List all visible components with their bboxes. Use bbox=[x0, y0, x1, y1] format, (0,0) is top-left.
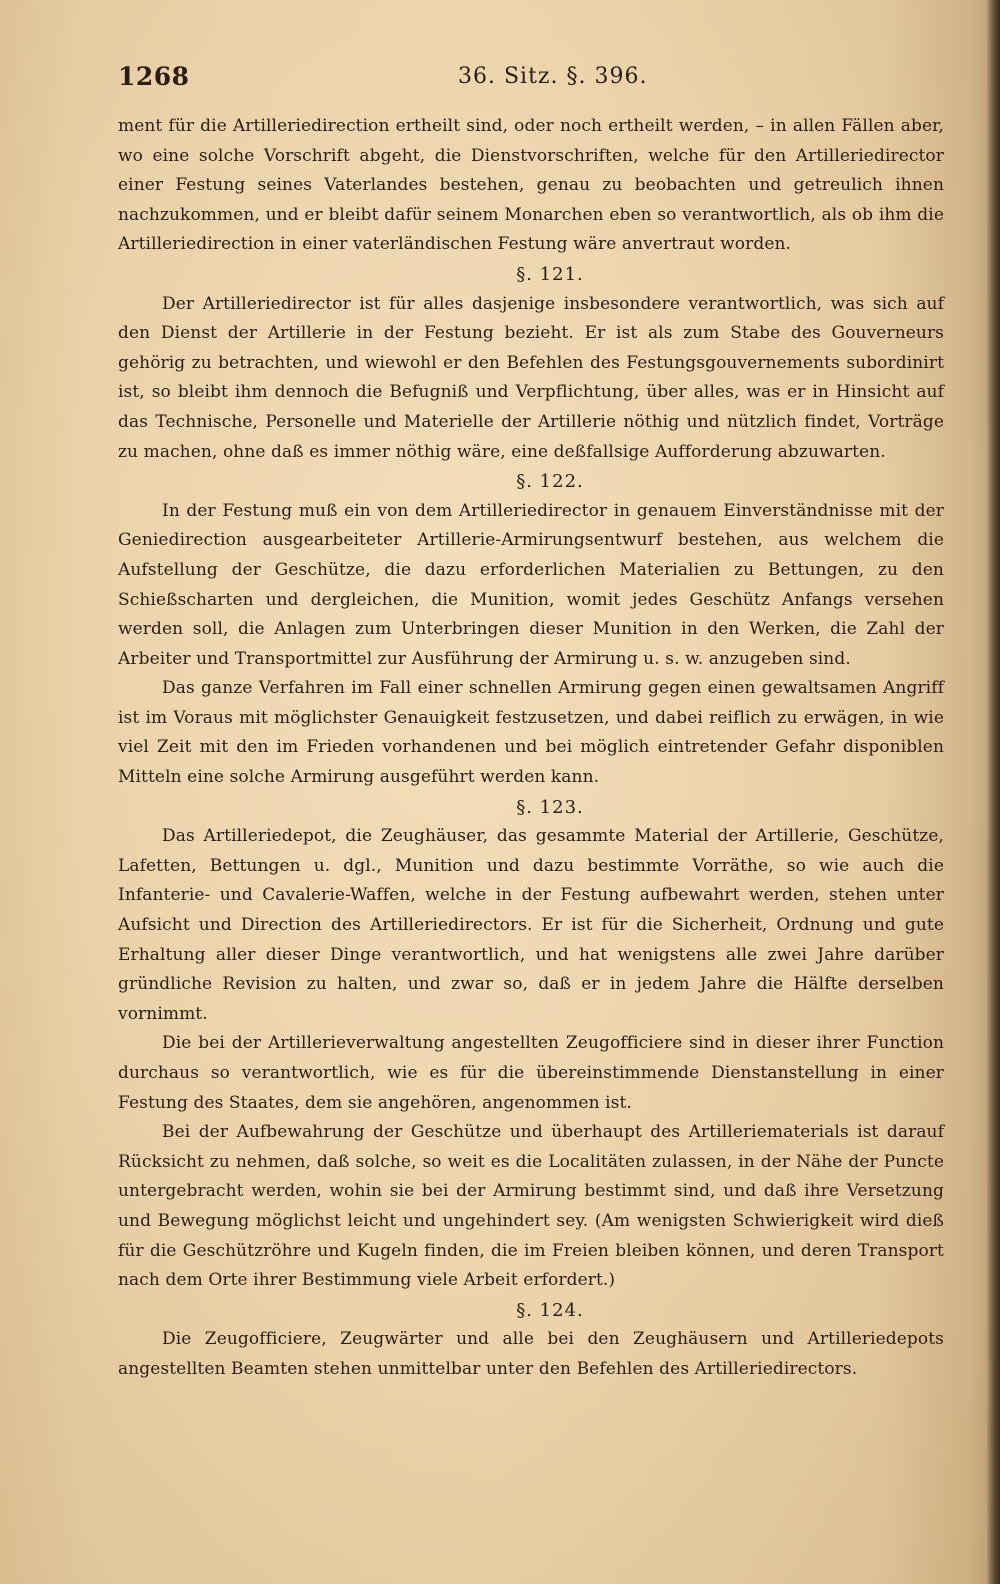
paragraph-123-2: Die bei der Artillerieverwaltung angestellten Zeugofficiere sind in dieser ihrer Function durchaus so verantwortlich, wie es für die übereinstimmende Dienstanstellung in einer Festung des Staates, dem sie angehören, angenommen ist. bbox=[118, 1033, 944, 1113]
paragraph-122-2: Das ganze Verfahren im Fall einer schnellen Armirung gegen einen gewaltsamen Angriff ist im Voraus mit möglichster Genauigkeit festzusetzen, und dabei reiflich zu erwägen, in wie viel Zeit mit den im Frieden vorhandenen und bei möglich eintretender Gefahr disponiblen Mitteln eine solche Armirung ausgeführt werden kann. bbox=[118, 678, 944, 788]
page-edge-shadow bbox=[986, 0, 1000, 1584]
paragraph-123-3: Bei der Aufbewahrung der Geschütze und überhaupt des Artilleriematerials ist darauf Rücksicht zu nehmen, daß solche, so weit es die Localitäten zulassen, in der Nähe der Puncte untergebracht werden, wohin sie bei der Armirung bestimmt sind, und daß ihre Versetzung und Bewegung möglichst leicht und ungehindert sey. (Am wenigsten Schwierigkeit wird dieß für die Geschützröhre und Kugeln finden, die im Freien bleiben können, und deren Transport nach dem Orte ihrer Bestimmung viele Arbeit erfordert.) bbox=[118, 1122, 944, 1291]
paragraph-124-1: Die Zeugofficiere, Zeugwärter und alle bei den Zeughäusern und Artilleriedepots angestellten Beamten stehen unmittelbar unter den Befehlen des Artilleriedirectors. bbox=[118, 1329, 944, 1379]
section-heading-124: §. 124. bbox=[516, 1299, 584, 1321]
paragraph-121-1: Der Artilleriedirector ist für alles dasjenige insbesondere verantwortlich, was sich auf den Dienst der Artillerie in der Festung bezieht. Er ist als zum Stabe des Gouverneurs gehörig zu betrachten, und wiewohl er den Befehlen des Festungsgouvernements subordinirt ist, so bleibt ihm dennoch die Befugniß und Verpflichtung, über alles, was er in Hinsicht auf das Technische, Personelle und Materielle der Artillerie nöthig und nützlich findet, Vorträge zu machen, ohne daß es immer nöthig wäre, eine deßfallsige Aufforderung abzuwarten. bbox=[118, 293, 944, 462]
body-text bbox=[118, 112, 944, 1385]
paragraph-continuation: ment für die Artilleriedirection ertheilt sind, oder noch ertheilt werden, – in allen Fällen aber, wo eine solche Vorschrift abgeht, die Dienstvorschriften, welche für den Artilleriedirector einer Festung seines Vaterlandes bestehen, genau zu beobachten und getreulich ihnen nachzukommen, und er bleibt dafür seinem Monarchen eben so verantwortlich, als ob ihm die Artilleriedirection in einer vaterländischen Festung wäre anvertraut worden. bbox=[118, 116, 944, 255]
running-head: 36. Sitz. §. 396. bbox=[458, 64, 648, 89]
page-header bbox=[118, 62, 942, 102]
paragraph-122-1: In der Festung muß ein von dem Artilleriedirector in genauem Einverständnisse mit der Geniedirection ausgearbeiteter Artillerie-Armirungsentwurf bestehen, aus welchem die Aufstellung der Geschütze, die dazu erforderlichen Materialien zu Bettungen, zu den Schießscharten und dergleichen, die Munition, womit jedes Geschütz Anfangs versehen werden soll, die Anlagen zum Unterbringen dieser Munition in den Werken, die Zahl der Arbeiter und Transportmittel zur Ausführung der Armirung u. s. w. anzugeben sind. bbox=[118, 500, 944, 669]
section-heading-123: §. 123. bbox=[516, 796, 584, 818]
section-heading-122: §. 122. bbox=[516, 471, 584, 493]
page-number: 1268 bbox=[118, 62, 190, 91]
section-heading-121: §. 121. bbox=[516, 263, 584, 285]
paragraph-123-1: Das Artilleriedepot, die Zeughäuser, das gesammte Material der Artillerie, Geschütze, Lafetten, Bettungen u. dgl., Munition und dazu bestimmte Vorräthe, so wie auch die Infanterie- und Cavalerie-Waffen, welche in der Festung aufbewahrt werden, stehen unter Aufsicht und Direction des Artilleriedirectors. Er ist für die Sicherheit, Ordnung und gute Erhaltung aller dieser Dinge verantwortlich, und hat wenigstens alle zwei Jahre darüber gründliche Revision zu halten, und zwar so, daß er in jedem Jahre die Hälfte derselben vornimmt. bbox=[118, 826, 944, 1024]
